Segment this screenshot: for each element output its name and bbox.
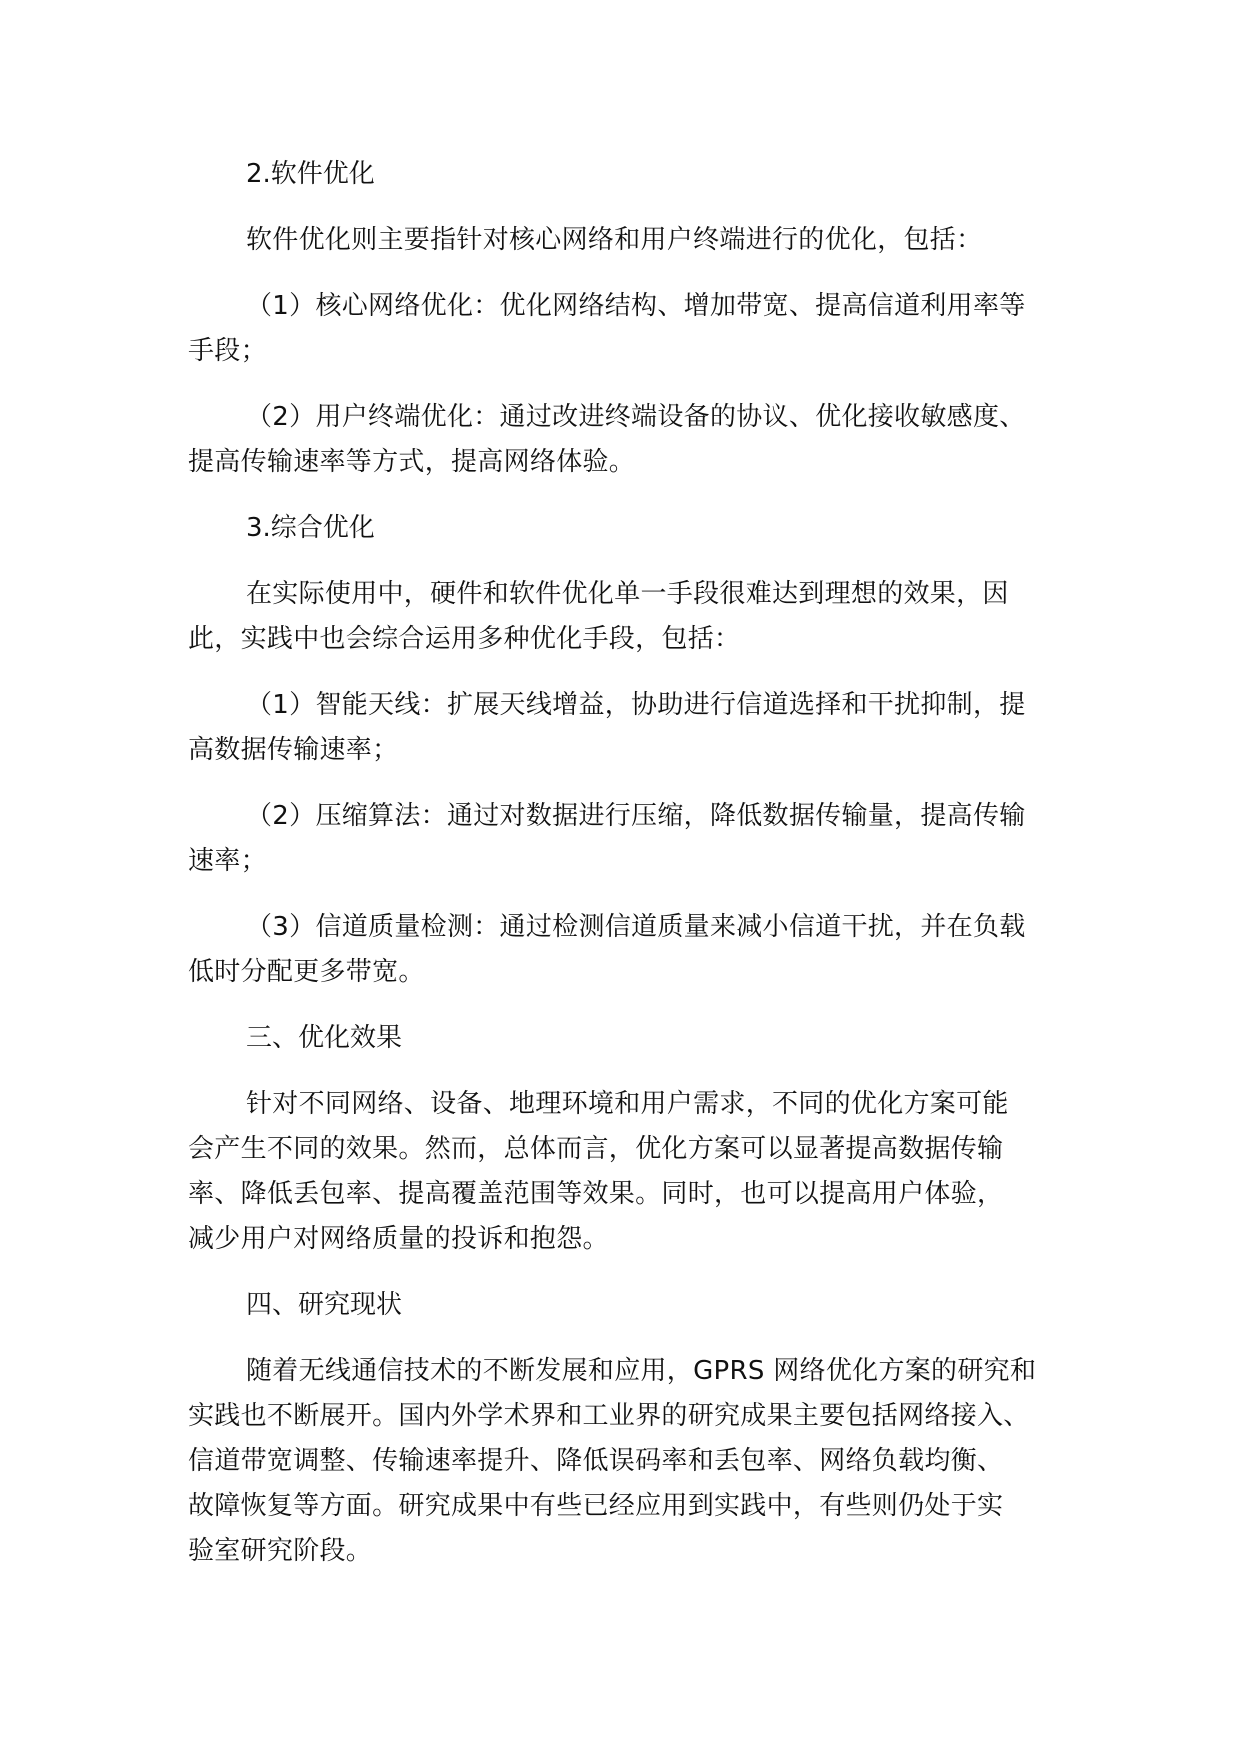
- paragraph-line: 信道带宽调整、传输速率提升、降低误码率和丢包率、网络负载均衡、: [188, 1446, 1004, 1476]
- paragraph-line: 速率；: [188, 846, 267, 876]
- paragraph: [188, 218, 1068, 263]
- paragraph: [188, 1349, 1068, 1574]
- section-heading-combined-optimization: 3.综合优化: [246, 513, 375, 543]
- paragraph-line: 低时分配更多带宽。: [188, 957, 425, 987]
- paragraph-line: （2）压缩算法：通过对数据进行压缩，降低数据传输量，提高传输: [246, 801, 1026, 831]
- paragraph-line: 针对不同网络、设备、地理环境和用户需求，不同的优化方案可能: [246, 1089, 1009, 1119]
- paragraph-line: 随着无线通信技术的不断发展和应用，GPRS 网络优化方案的研究和: [246, 1356, 1037, 1386]
- paragraph-line: 软件优化则主要指针对核心网络和用户终端进行的优化，包括：: [246, 225, 983, 255]
- paragraph: [188, 1082, 1068, 1262]
- section-heading-software-optimization: 2.软件优化: [246, 159, 375, 189]
- list-item: [188, 905, 1068, 995]
- list-item: [188, 284, 1068, 374]
- paragraph-line: （2）用户终端优化：通过改进终端设备的协议、优化接收敏感度、: [246, 402, 1026, 432]
- paragraph-line: 手段；: [188, 336, 267, 366]
- paragraph-line: 在实际使用中，硬件和软件优化单一手段很难达到理想的效果，因: [246, 579, 1009, 609]
- paragraph-line: （1）核心网络优化：优化网络结构、增加带宽、提高信道利用率等: [246, 291, 1026, 321]
- paragraph-line: （1）智能天线：扩展天线增益，协助进行信道选择和干扰抑制，提: [246, 690, 1026, 720]
- list-item: [188, 794, 1068, 884]
- paragraph-line: 实践也不断展开。国内外学术界和工业界的研究成果主要包括网络接入、: [188, 1401, 1030, 1431]
- section-heading-optimization-effects: 三、优化效果: [246, 1023, 403, 1053]
- paragraph-line: 减少用户对网络质量的投诉和抱怨。: [188, 1224, 609, 1254]
- list-item: [188, 683, 1068, 773]
- paragraph-line: （3）信道质量检测：通过检测信道质量来减小信道干扰，并在负载: [246, 912, 1026, 942]
- paragraph-line: 故障恢复等方面。研究成果中有些已经应用到实践中，有些则仍处于实: [188, 1491, 1004, 1521]
- paragraph-line: 会产生不同的效果。然而，总体而言，优化方案可以显著提高数据传输: [188, 1134, 1004, 1164]
- paragraph-line: 验室研究阶段。: [188, 1536, 373, 1566]
- list-item: [188, 395, 1068, 485]
- paragraph-line: 提高传输速率等方式，提高网络体验。: [188, 447, 636, 477]
- paragraph-line: 率、降低丢包率、提高覆盖范围等效果。同时，也可以提高用户体验，: [188, 1179, 1004, 1209]
- document-body: [188, 152, 1068, 1595]
- paragraph: [188, 572, 1068, 662]
- paragraph-line: 高数据传输速率；: [188, 735, 399, 765]
- paragraph-line: 此，实践中也会综合运用多种优化手段，包括：: [188, 624, 741, 654]
- section-heading-research-status: 四、研究现状: [246, 1290, 403, 1320]
